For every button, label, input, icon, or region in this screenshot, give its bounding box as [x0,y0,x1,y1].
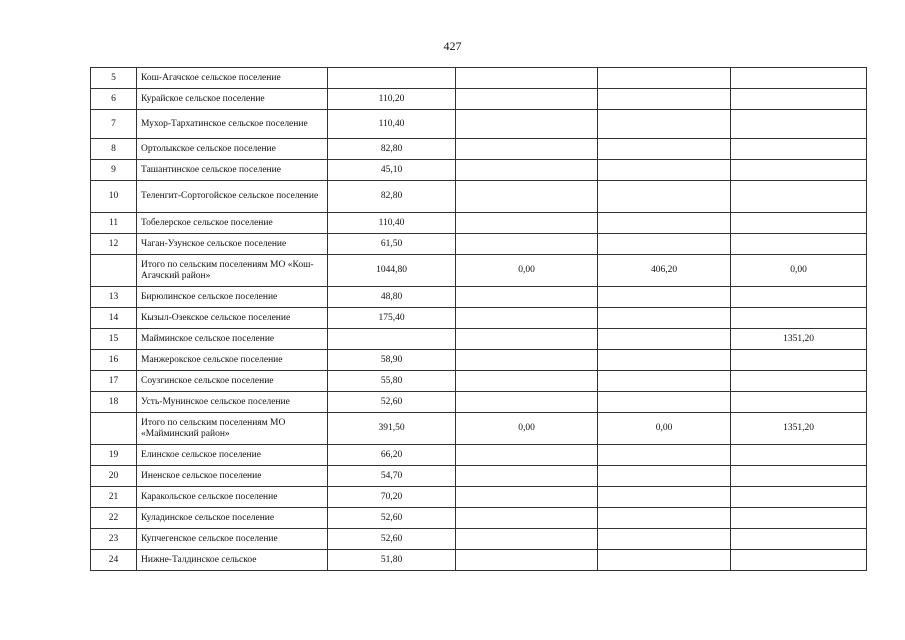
row-number-cell: 12 [91,234,137,255]
value-cell-4 [731,529,867,550]
value-cell-1: 61,50 [328,234,456,255]
row-number-cell: 21 [91,487,137,508]
value-cell-2 [456,287,598,308]
value-cell-3 [598,68,731,89]
table-row [91,139,867,160]
settlement-name-cell: Майминское сельское поселение [137,329,328,350]
value-cell-3 [598,329,731,350]
table-row [91,392,867,413]
value-cell-1: 52,60 [328,392,456,413]
value-cell-4 [731,350,867,371]
row-number-cell: 10 [91,181,137,213]
settlements-table [90,67,867,571]
row-number-cell [91,413,137,445]
value-cell-1: 110,40 [328,213,456,234]
value-cell-2 [456,139,598,160]
value-cell-4 [731,550,867,571]
row-number-cell: 24 [91,550,137,571]
value-cell-2 [456,110,598,139]
settlement-name-cell: Нижне-Талдинское сельское [137,550,328,571]
table-row [91,287,867,308]
value-cell-1: 82,80 [328,181,456,213]
value-cell-2 [456,329,598,350]
table-row [91,110,867,139]
settlement-name-cell: Соузгинское сельское поселение [137,371,328,392]
value-cell-1: 66,20 [328,445,456,466]
row-number-cell: 5 [91,68,137,89]
row-number-cell [91,255,137,287]
value-cell-2 [456,308,598,329]
settlement-name-cell: Ортолыкское сельское поселение [137,139,328,160]
value-cell-3: 406,20 [598,255,731,287]
value-cell-3 [598,487,731,508]
table-row [91,308,867,329]
value-cell-3 [598,139,731,160]
value-cell-3 [598,213,731,234]
value-cell-1: 82,80 [328,139,456,160]
table-row [91,68,867,89]
value-cell-2 [456,392,598,413]
value-cell-1 [328,329,456,350]
value-cell-2 [456,445,598,466]
value-cell-1: 110,40 [328,110,456,139]
value-cell-3 [598,89,731,110]
value-cell-3: 0,00 [598,413,731,445]
row-number-cell: 9 [91,160,137,181]
value-cell-3 [598,392,731,413]
value-cell-1 [328,68,456,89]
value-cell-1: 58,90 [328,350,456,371]
value-cell-4 [731,110,867,139]
value-cell-2 [456,234,598,255]
value-cell-1: 52,60 [328,529,456,550]
value-cell-2 [456,487,598,508]
table-row [91,89,867,110]
settlement-name-cell: Теленгит-Сортогойское сельское поселение [137,181,328,213]
value-cell-1: 110,20 [328,89,456,110]
value-cell-4 [731,371,867,392]
value-cell-4 [731,68,867,89]
value-cell-2 [456,89,598,110]
table-row [91,181,867,213]
value-cell-2 [456,68,598,89]
page-number: 427 [443,39,462,53]
value-cell-3 [598,550,731,571]
value-cell-3 [598,508,731,529]
row-number-cell: 15 [91,329,137,350]
value-cell-2 [456,181,598,213]
settlement-name-cell: Кызыл-Озекское сельское поселение [137,308,328,329]
table-row [91,160,867,181]
settlement-name-cell: Курайское сельское поселение [137,89,328,110]
settlement-name-cell: Иненское сельское поселение [137,466,328,487]
value-cell-4 [731,487,867,508]
settlement-name-cell: Итого по сельским поселениям МО «Кош-Агачский район» [137,255,328,287]
value-cell-4 [731,160,867,181]
table-row [91,529,867,550]
row-number-cell: 23 [91,529,137,550]
table-row [91,350,867,371]
value-cell-2: 0,00 [456,413,598,445]
table-row [91,413,867,445]
value-cell-1: 52,60 [328,508,456,529]
value-cell-3 [598,350,731,371]
settlement-name-cell: Елинское сельское поселение [137,445,328,466]
table-row [91,255,867,287]
value-cell-1: 48,80 [328,287,456,308]
row-number-cell: 16 [91,350,137,371]
row-number-cell: 19 [91,445,137,466]
value-cell-4 [731,139,867,160]
value-cell-2 [456,350,598,371]
settlement-name-cell: Итого по сельским поселениям МО «Майминский район» [137,413,328,445]
value-cell-2 [456,160,598,181]
value-cell-2 [456,508,598,529]
settlement-name-cell: Тобелерское сельское поселение [137,213,328,234]
value-cell-4 [731,392,867,413]
value-cell-4 [731,181,867,213]
value-cell-1: 70,20 [328,487,456,508]
value-cell-4 [731,89,867,110]
row-number-cell: 14 [91,308,137,329]
settlement-name-cell: Каракольское сельское поселение [137,487,328,508]
row-number-cell: 8 [91,139,137,160]
table-row [91,445,867,466]
value-cell-2 [456,529,598,550]
table-row [91,213,867,234]
value-cell-4 [731,213,867,234]
value-cell-4 [731,466,867,487]
row-number-cell: 6 [91,89,137,110]
table-row [91,550,867,571]
value-cell-1: 1044,80 [328,255,456,287]
value-cell-2 [456,550,598,571]
value-cell-3 [598,181,731,213]
value-cell-4 [731,287,867,308]
settlement-name-cell: Манжерокское сельское поселение [137,350,328,371]
settlement-name-cell: Кош-Агачское сельское поселение [137,68,328,89]
value-cell-1: 45,10 [328,160,456,181]
value-cell-1: 391,50 [328,413,456,445]
table-row [91,466,867,487]
value-cell-3 [598,308,731,329]
value-cell-4: 0,00 [731,255,867,287]
value-cell-1: 51,80 [328,550,456,571]
value-cell-1: 54,70 [328,466,456,487]
value-cell-4: 1351,20 [731,329,867,350]
value-cell-4 [731,445,867,466]
value-cell-1: 55,80 [328,371,456,392]
row-number-cell: 13 [91,287,137,308]
row-number-cell: 22 [91,508,137,529]
row-number-cell: 11 [91,213,137,234]
value-cell-3 [598,445,731,466]
value-cell-3 [598,529,731,550]
value-cell-2 [456,213,598,234]
value-cell-3 [598,234,731,255]
settlement-name-cell: Мухор-Тархатинское сельское поселение [137,110,328,139]
value-cell-4: 1351,20 [731,413,867,445]
settlement-name-cell: Купчегенское сельское поселение [137,529,328,550]
value-cell-4 [731,234,867,255]
value-cell-2: 0,00 [456,255,598,287]
row-number-cell: 17 [91,371,137,392]
row-number-cell: 7 [91,110,137,139]
value-cell-2 [456,466,598,487]
settlement-name-cell: Чаган-Узунское сельское поселение [137,234,328,255]
value-cell-3 [598,466,731,487]
value-cell-2 [456,371,598,392]
settlement-name-cell: Ташантинское сельское поселение [137,160,328,181]
row-number-cell: 20 [91,466,137,487]
value-cell-1: 175,40 [328,308,456,329]
value-cell-3 [598,287,731,308]
value-cell-3 [598,371,731,392]
table-row [91,508,867,529]
settlement-name-cell: Куладинское сельское поселение [137,508,328,529]
table-row [91,371,867,392]
value-cell-4 [731,508,867,529]
value-cell-3 [598,110,731,139]
table-row [91,487,867,508]
table-row [91,234,867,255]
value-cell-3 [598,160,731,181]
settlement-name-cell: Усть-Мунинское сельское поселение [137,392,328,413]
settlement-name-cell: Бирюлинское сельское поселение [137,287,328,308]
table-body [91,68,867,571]
table-row [91,329,867,350]
value-cell-4 [731,308,867,329]
row-number-cell: 18 [91,392,137,413]
